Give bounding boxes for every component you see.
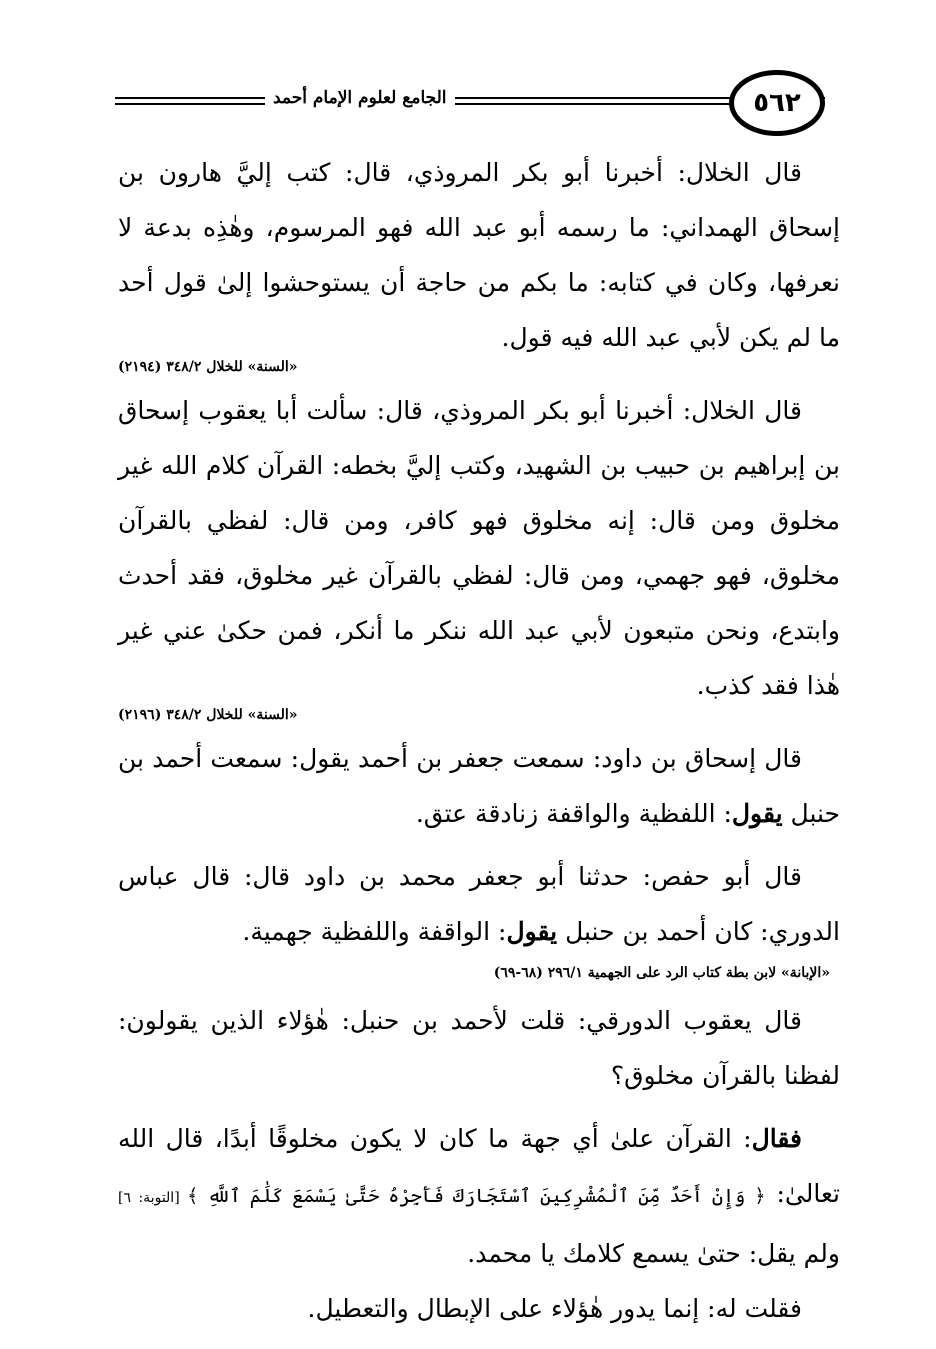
- header-rule: [115, 97, 825, 105]
- paragraph-6-text: : القرآن علىٰ أي جهة ما كان لا يكون مخلوقًا أبدًا، قال الله تعالىٰ:: [118, 1124, 840, 1208]
- paragraph-4: [118, 849, 840, 959]
- book-title: الجامع لعلوم الإمام أحمد: [265, 84, 455, 112]
- paragraph-2: قال الخلال: أخبرنا أبو بكر المروذي، قال: سألت أبا يعقوب إسحاق بن إبراهيم بن حبيب بن الشهيد، وكتب إليَّ بخطه: القرآن كلام الله غير مخلوق ومن قال: إنه مخلوق فهو كافر، ومن قال: لفظي بالقرآن مخلوق، فهو جهمي، ومن قال: لفظي بالقرآن غير مخلوق، فقد أحدث وابتدع، ونحن متبعون لأبي عبد الله ننكر ما أنكر، فمن حكىٰ عني غير هٰذا فقد كذب.: [118, 396, 840, 700]
- paragraph-1: قال الخلال: أخبرنا أبو بكر المروذي، قال: كتب إليَّ هارون بن إسحاق الهمداني: ما رسمه أبو عبد الله فهو المرسوم، وهٰذِه بدعة لا نعرفها، وكان في كتابه: ما بكم من حاجة أن يستوحشوا إلىٰ قول أحد ما لم يكن لأبي عبد الله فيه قول.: [118, 158, 840, 352]
- reference-1: «السنة» للخلال ٣٤٨/٢ (٢١٩٤): [118, 359, 298, 375]
- paragraph-3-rest: : اللفظية والواقفة زنادقة عتق.: [415, 799, 732, 828]
- paragraph-4-keyword: يقول: [506, 917, 558, 946]
- page-number: ٥٦٢: [729, 70, 825, 136]
- reference-3: «الإبانة» لابن بطة كتاب الرد على الجهمية ٢٩٦/١ (٦٨-٦٩): [493, 965, 830, 981]
- paragraph-3-text: قال إسحاق بن داود: سمعت جعفر بن أحمد يقول: سمعت أحمد بن حنبل: [118, 744, 840, 828]
- page-body: [118, 145, 840, 1336]
- quran-verse: ﴿ وَإِنْ أَحَدٌ مِّنَ ٱلْمُشْرِكِينَ ٱسْتَجَارَكَ فَأَجِرْهُ حَتَّىٰ يَسْمَعَ كَلَٰمَ ٱللَّهِ ﴾: [187, 1185, 766, 1207]
- paragraph-7: فقلت له: إنما يدور هٰؤلاء على الإبطال والتعطيل.: [307, 1294, 802, 1323]
- paragraph-4-rest: : الواقفة واللفظية جهمية.: [242, 917, 507, 946]
- paragraph-6-rest: ولم يقل: حتىٰ يسمع كلامك يا محمد.: [467, 1239, 840, 1268]
- page-header: [115, 70, 825, 130]
- paragraph-3: [118, 731, 840, 841]
- paragraph-4-text: قال أبو حفص: حدثنا أبو جعفر محمد بن داود قال: قال عباس الدوري: كان أحمد بن حنبل: [118, 862, 840, 946]
- paragraph-6: [118, 1111, 840, 1281]
- paragraph-6-keyword: فقال: [751, 1124, 802, 1153]
- verse-citation: [التوبة: ٦]: [118, 1190, 188, 1206]
- paragraph-3-keyword: يقول: [731, 799, 783, 828]
- reference-2: «السنة» للخلال ٣٤٨/٢ (٢١٩٦): [118, 707, 298, 723]
- paragraph-5: قال يعقوب الدورقي: قلت لأحمد بن حنبل: هٰؤلاء الذين يقولون: لفظنا بالقرآن مخلوق؟: [118, 1006, 840, 1090]
